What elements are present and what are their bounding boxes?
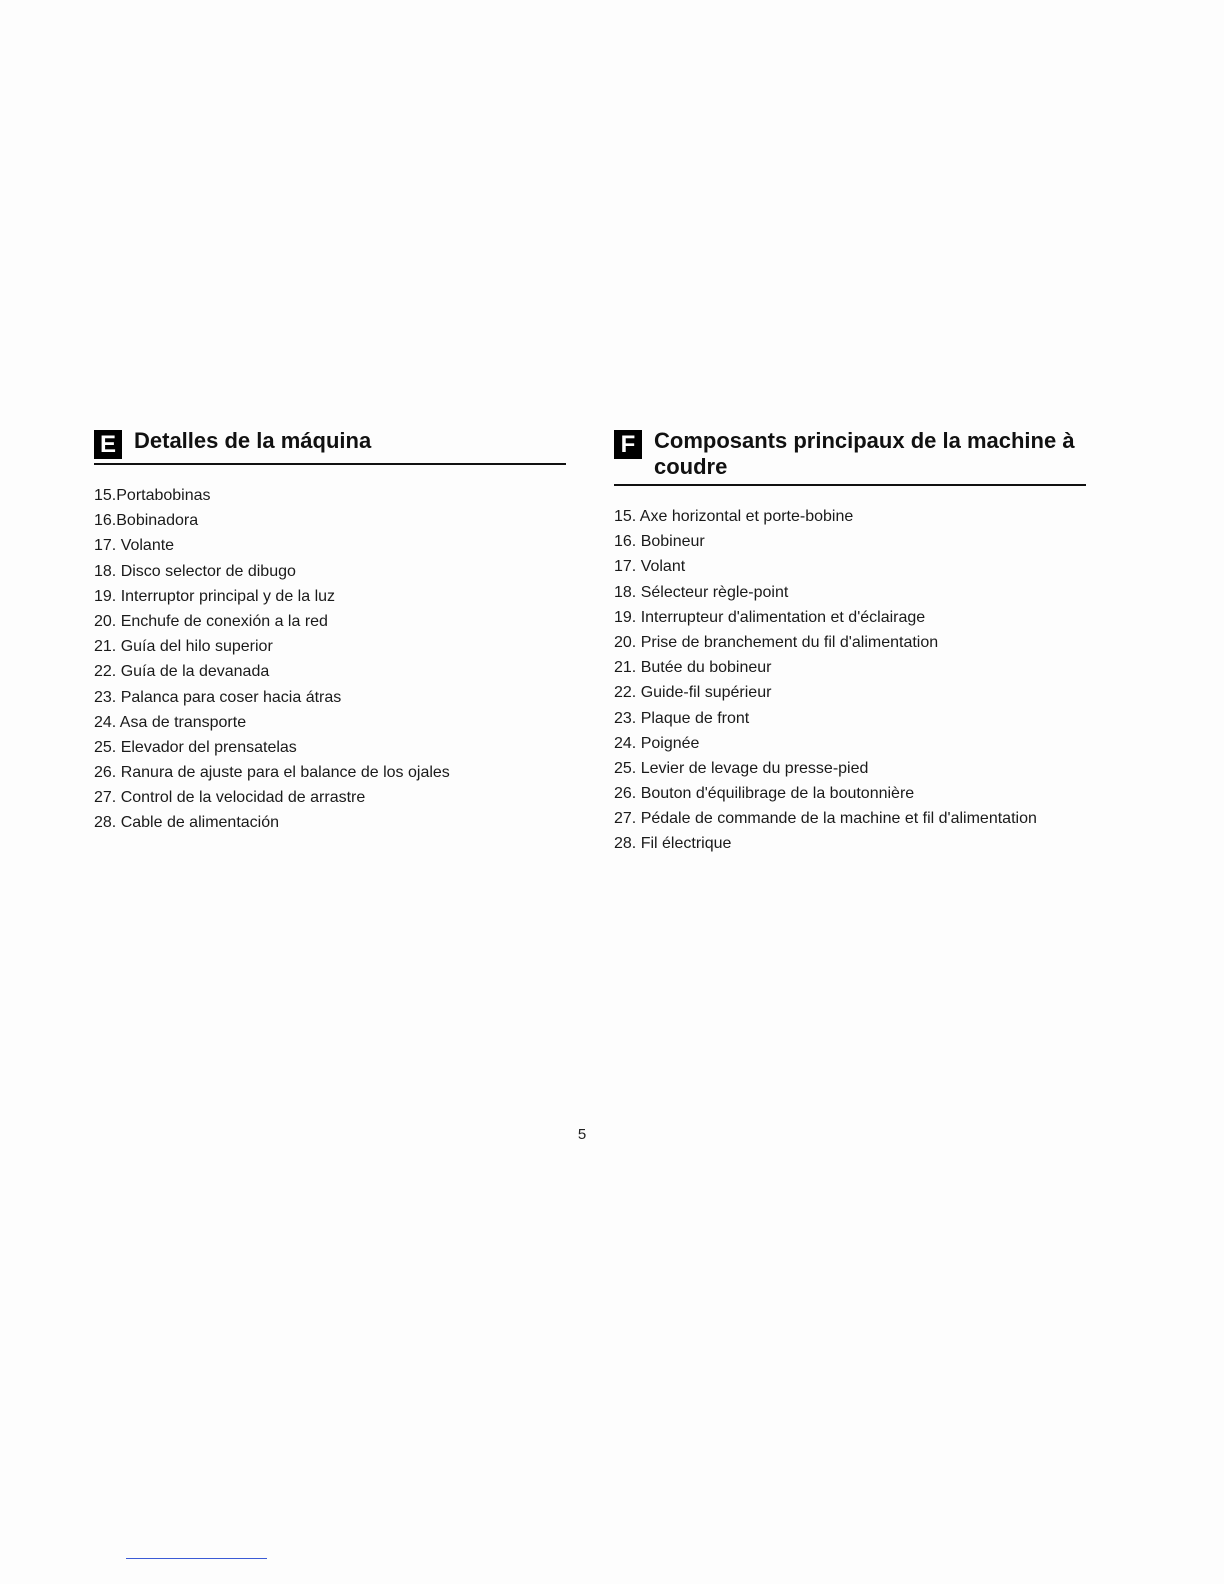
- list-item: 23. Palanca para coser hacia átras: [94, 688, 342, 706]
- list-item: 25. Levier de levage du presse-pied: [614, 759, 869, 777]
- language-badge-f: F: [614, 430, 642, 459]
- list-item: 17. Volante: [94, 537, 175, 555]
- list-item: 20. Prise de branchement du fil d'alimentation: [614, 633, 939, 651]
- list-item: 24. Asa de transporte: [94, 713, 247, 731]
- list-item: 25. Elevador del prensatelas: [94, 738, 297, 756]
- spanish-title: Detalles de la máquina: [134, 428, 372, 453]
- list-item: 26. Bouton d'équilibrage de la boutonnière: [614, 785, 915, 803]
- list-item: 24. Poignée: [614, 734, 700, 752]
- list-item: 16. Bobineur: [614, 533, 705, 551]
- footer-link-underline[interactable]: [126, 1558, 267, 1559]
- list-item: 17. Volant: [614, 558, 686, 576]
- french-heading: [614, 428, 1086, 486]
- list-item: 19. Interruptor principal y de la luz: [94, 587, 336, 605]
- list-item: 22. Guía de la devanada: [94, 663, 270, 681]
- list-item: 22. Guide-fil supérieur: [614, 684, 772, 702]
- list-item: 20. Enchufe de conexión a la red: [94, 612, 328, 630]
- list-item: 15.Portabobinas: [94, 487, 211, 504]
- list-item: 28. Cable de alimentación: [94, 814, 280, 832]
- list-item: 28. Fil électrique: [614, 835, 732, 853]
- spanish-section: [94, 428, 566, 836]
- list-item: 21. Butée du bobineur: [614, 659, 772, 677]
- french-section: [614, 428, 1086, 857]
- list-item: 21. Guía del hilo superior: [94, 638, 273, 656]
- page-number: 5: [577, 1126, 587, 1143]
- french-parts-list: [614, 504, 1086, 857]
- spanish-heading: [94, 428, 566, 465]
- list-item: 27. Control de la velocidad de arrastre: [94, 789, 366, 807]
- list-item: 15. Axe horizontal et porte-bobine: [614, 508, 854, 525]
- spanish-parts-list: [94, 483, 566, 836]
- language-badge-e: E: [94, 430, 122, 459]
- list-item: 16.Bobinadora: [94, 512, 199, 530]
- list-item: 18. Sélecteur règle-point: [614, 583, 789, 601]
- french-title: Composants principaux de la machine à coudre: [654, 428, 1075, 479]
- list-item: 26. Ranura de ajuste para el balance de los ojales: [94, 764, 450, 782]
- list-item: 19. Interrupteur d'alimentation et d'éclairage: [614, 608, 926, 626]
- list-item: 23. Plaque de front: [614, 709, 750, 727]
- list-item: 27. Pédale de commande de la machine et fil d'alimentation: [614, 810, 1037, 828]
- list-item: 18. Disco selector de dibugo: [94, 562, 296, 580]
